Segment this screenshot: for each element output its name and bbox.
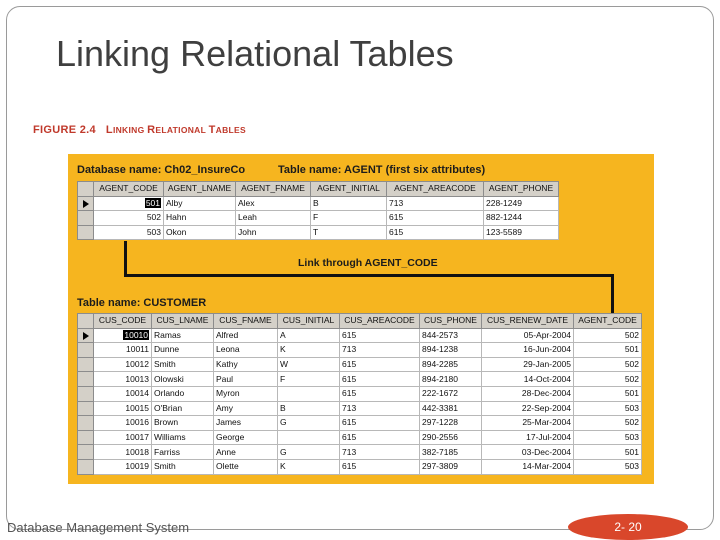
cell-value: 228-1249: [486, 197, 522, 208]
cell-value: 882-1244: [486, 212, 522, 223]
table-cell[interactable]: [94, 343, 152, 358]
row-selector[interactable]: [78, 211, 94, 226]
customer-table-name-label: Table name: CUSTOMER: [77, 297, 207, 309]
caption-part: T: [208, 124, 216, 136]
table-cell[interactable]: [214, 386, 278, 401]
link-line-left: [124, 241, 127, 277]
table-cell[interactable]: [482, 386, 574, 401]
table-cell[interactable]: [340, 372, 420, 387]
table-cell[interactable]: [94, 328, 152, 343]
table-cell[interactable]: [94, 211, 164, 226]
cell-value: 713: [389, 197, 404, 208]
cell-value: 501: [624, 446, 639, 457]
table-cell[interactable]: [420, 459, 482, 474]
cell-value: 844-2573: [422, 329, 458, 340]
customer-table: [77, 313, 642, 475]
table-row[interactable]: [78, 372, 642, 387]
table-cell[interactable]: [482, 430, 574, 445]
table-cell[interactable]: [152, 386, 214, 401]
cell-value: John: [238, 227, 257, 238]
table-cell[interactable]: [420, 445, 482, 460]
table-cell[interactable]: [340, 343, 420, 358]
caption-part: INKING: [112, 125, 148, 135]
cell-value: 123-5589: [486, 227, 522, 238]
table-cell[interactable]: [278, 386, 340, 401]
table-cell[interactable]: [278, 445, 340, 460]
column-header[interactable]: CUS_CODE: [94, 314, 152, 329]
table-row[interactable]: [78, 401, 642, 416]
table-cell[interactable]: [420, 430, 482, 445]
table-cell[interactable]: [94, 372, 152, 387]
cell-value: F: [313, 212, 319, 223]
link-line-bottom: [124, 274, 613, 277]
column-header[interactable]: AGENT_FNAME: [236, 182, 311, 197]
table-cell[interactable]: [278, 401, 340, 416]
table-cell[interactable]: [340, 416, 420, 431]
table-row[interactable]: [78, 459, 642, 474]
cell-value: Leah: [238, 212, 257, 223]
figure-title: [106, 124, 246, 136]
cell-value: 05-Apr-2004: [523, 329, 571, 340]
current-record-arrow-icon: [83, 332, 89, 340]
table-cell[interactable]: [420, 372, 482, 387]
table-cell[interactable]: [152, 401, 214, 416]
cell-value: Alby: [166, 197, 183, 208]
table-cell[interactable]: [484, 196, 559, 211]
table-cell[interactable]: [152, 343, 214, 358]
page-number-badge: 2- 20: [568, 514, 688, 540]
cell-value: 502: [624, 373, 639, 384]
table-cell[interactable]: [340, 459, 420, 474]
cell-value: O'Brian: [154, 402, 183, 413]
table-row[interactable]: [78, 343, 642, 358]
table-cell[interactable]: [340, 328, 420, 343]
table-cell[interactable]: [278, 430, 340, 445]
cell-value: 297-3809: [422, 461, 458, 472]
table-cell[interactable]: [152, 416, 214, 431]
table-cell[interactable]: [152, 328, 214, 343]
table-cell[interactable]: [340, 401, 420, 416]
row-selector[interactable]: [78, 445, 94, 460]
cell-value: B: [280, 402, 286, 413]
cell-value: 713: [342, 344, 357, 355]
row-selector[interactable]: [78, 430, 94, 445]
table-cell[interactable]: [574, 328, 642, 343]
table-cell[interactable]: [574, 386, 642, 401]
table-cell[interactable]: [278, 459, 340, 474]
table-cell[interactable]: [236, 211, 311, 226]
table-cell[interactable]: [482, 328, 574, 343]
cell-value: 894-2180: [422, 373, 458, 384]
caption-part: R: [147, 124, 156, 136]
table-row[interactable]: [78, 416, 642, 431]
cell-value: Okon: [166, 227, 187, 238]
cell-value: 615: [342, 329, 357, 340]
table-cell[interactable]: [574, 459, 642, 474]
column-header[interactable]: CUS_FNAME: [214, 314, 278, 329]
current-record-arrow-icon: [83, 200, 89, 208]
table-cell[interactable]: [574, 445, 642, 460]
table-row[interactable]: [78, 225, 559, 240]
table-cell[interactable]: [94, 430, 152, 445]
cell-value: 29-Jan-2005: [523, 359, 571, 370]
figure-panel: [68, 154, 654, 484]
cell-value: Smith: [154, 359, 176, 370]
cell-value: 615: [342, 461, 357, 472]
table-row[interactable]: [78, 328, 642, 343]
cell-value: 503: [624, 432, 639, 443]
column-header[interactable]: AGENT_PHONE: [484, 182, 559, 197]
table-row[interactable]: [78, 430, 642, 445]
cell-value: 25-Mar-2004: [522, 417, 571, 428]
table-cell[interactable]: [482, 401, 574, 416]
cell-value: Leona: [216, 344, 240, 355]
table-cell[interactable]: [214, 445, 278, 460]
cell-value: 10017: [125, 432, 149, 443]
table-cell[interactable]: [236, 196, 311, 211]
database-name-label: Database name: Ch02_InsureCo: [77, 164, 246, 176]
figure-caption: [33, 124, 246, 136]
table-cell[interactable]: [574, 401, 642, 416]
table-cell[interactable]: [420, 343, 482, 358]
table-cell[interactable]: [311, 196, 387, 211]
cell-value: George: [216, 432, 245, 443]
cell-value: Olette: [216, 461, 239, 472]
cell-value: 502: [624, 417, 639, 428]
row-selector[interactable]: [78, 328, 94, 343]
table-cell[interactable]: [484, 211, 559, 226]
cell-value: 713: [342, 402, 357, 413]
table-cell[interactable]: [574, 430, 642, 445]
table-cell[interactable]: [340, 430, 420, 445]
cell-value: 502: [624, 359, 639, 370]
cell-value: 503: [146, 227, 161, 238]
table-cell[interactable]: [574, 416, 642, 431]
cell-value: K: [280, 461, 286, 472]
table-cell[interactable]: [214, 343, 278, 358]
table-cell[interactable]: [152, 459, 214, 474]
table-cell[interactable]: [214, 401, 278, 416]
table-cell[interactable]: [484, 225, 559, 240]
row-selector[interactable]: [78, 401, 94, 416]
row-selector[interactable]: [78, 386, 94, 401]
cell-value: 615: [342, 388, 357, 399]
cell-value: Olowski: [154, 373, 184, 384]
column-header[interactable]: AGENT_AREACODE: [387, 182, 484, 197]
cell-value: A: [280, 329, 286, 340]
cell-value: James: [216, 417, 242, 428]
cell-value: 28-Dec-2004: [521, 388, 571, 399]
cell-value: 10010: [124, 329, 148, 340]
cell-value: Williams: [154, 432, 186, 443]
cell-value: 442-3381: [422, 402, 458, 413]
cell-value: 615: [389, 227, 404, 238]
cell-value: Brown: [154, 417, 179, 428]
table-cell[interactable]: [420, 357, 482, 372]
table-cell[interactable]: [152, 445, 214, 460]
table-cell[interactable]: [214, 357, 278, 372]
cell-value: Alex: [238, 197, 255, 208]
table-cell[interactable]: [311, 211, 387, 226]
cell-value: 501: [624, 344, 639, 355]
footer-text: Database Management System: [7, 520, 190, 535]
column-header[interactable]: CUS_INITIAL: [278, 314, 340, 329]
column-header[interactable]: AGENT_INITIAL: [311, 182, 387, 197]
cell-value: Amy: [216, 402, 233, 413]
table-cell[interactable]: [387, 196, 484, 211]
cell-value: 10011: [125, 344, 149, 355]
cell-value: 615: [342, 373, 357, 384]
cell-value: 10012: [125, 359, 149, 370]
cell-value: 222-1672: [422, 388, 458, 399]
table-cell[interactable]: [278, 357, 340, 372]
cell-value: 382-7185: [422, 446, 458, 457]
cell-value: G: [280, 446, 287, 457]
agent-table: [77, 181, 559, 240]
column-header[interactable]: CUS_RENEW_DATE: [482, 314, 574, 329]
cell-value: Farriss: [154, 446, 180, 457]
table-row[interactable]: [78, 357, 642, 372]
cell-value: K: [280, 344, 286, 355]
cell-value: 10016: [125, 417, 149, 428]
table-cell[interactable]: [278, 343, 340, 358]
row-selector[interactable]: [78, 196, 94, 211]
table-cell[interactable]: [214, 459, 278, 474]
cell-value: 16-Jun-2004: [523, 344, 571, 355]
table-cell[interactable]: [94, 386, 152, 401]
cell-value: 894-1238: [422, 344, 458, 355]
link-label: Link through AGENT_CODE: [298, 257, 438, 269]
row-selector-header: [78, 182, 94, 197]
cell-value: 10015: [125, 402, 149, 413]
column-header[interactable]: AGENT_CODE: [94, 182, 164, 197]
table-cell[interactable]: [278, 328, 340, 343]
caption-part: ABLES: [215, 125, 246, 135]
column-header[interactable]: CUS_LNAME: [152, 314, 214, 329]
cell-value: 14-Mar-2004: [522, 461, 571, 472]
cell-value: Anne: [216, 446, 236, 457]
table-cell[interactable]: [214, 416, 278, 431]
column-header[interactable]: CUS_PHONE: [420, 314, 482, 329]
cell-value: 615: [389, 212, 404, 223]
row-selector[interactable]: [78, 459, 94, 474]
table-cell[interactable]: [94, 357, 152, 372]
cell-value: 501: [145, 197, 160, 208]
cell-value: Alfred: [216, 329, 239, 340]
table-cell[interactable]: [214, 430, 278, 445]
cell-value: 17-Jul-2004: [526, 432, 571, 443]
cell-value: 297-1228: [422, 417, 458, 428]
cell-value: Dunne: [154, 344, 180, 355]
table-cell[interactable]: [340, 357, 420, 372]
table-cell[interactable]: [164, 211, 236, 226]
table-cell[interactable]: [574, 372, 642, 387]
cell-value: 10013: [125, 373, 149, 384]
cell-value: 501: [624, 388, 639, 399]
table-cell[interactable]: [387, 211, 484, 226]
cell-value: Kathy: [216, 359, 238, 370]
table-cell[interactable]: [236, 225, 311, 240]
cell-value: 503: [624, 461, 639, 472]
cell-value: W: [280, 359, 289, 370]
table-cell[interactable]: [340, 386, 420, 401]
table-cell[interactable]: [94, 401, 152, 416]
table-cell[interactable]: [94, 196, 164, 211]
table-row[interactable]: [78, 386, 642, 401]
cell-value: Hahn: [166, 212, 187, 223]
figure-label: FIGURE 2.4: [33, 124, 96, 136]
table-cell[interactable]: [94, 445, 152, 460]
table-cell[interactable]: [482, 343, 574, 358]
table-cell[interactable]: [420, 328, 482, 343]
cell-value: 290-2556: [422, 432, 458, 443]
row-selector[interactable]: [78, 357, 94, 372]
table-cell[interactable]: [278, 416, 340, 431]
table-cell[interactable]: [574, 343, 642, 358]
table-cell[interactable]: [214, 372, 278, 387]
table-cell[interactable]: [420, 416, 482, 431]
row-selector[interactable]: [78, 416, 94, 431]
cell-value: F: [280, 373, 286, 384]
cell-value: B: [313, 197, 319, 208]
cell-value: 10019: [125, 461, 149, 472]
cell-value: 615: [342, 417, 357, 428]
table-cell[interactable]: [152, 430, 214, 445]
column-header[interactable]: AGENT_LNAME: [164, 182, 236, 197]
table-cell[interactable]: [482, 357, 574, 372]
table-cell[interactable]: [420, 386, 482, 401]
cell-value: Paul: [216, 373, 234, 384]
table-cell[interactable]: [482, 445, 574, 460]
table-cell[interactable]: [482, 372, 574, 387]
cell-value: 713: [342, 446, 357, 457]
cell-value: 14-Oct-2004: [523, 373, 571, 384]
table-row[interactable]: [78, 196, 559, 211]
table-cell[interactable]: [214, 328, 278, 343]
cell-value: Ramas: [154, 329, 181, 340]
caption-part: L: [105, 124, 113, 136]
caption-part: ELATIONAL: [155, 125, 209, 135]
table-cell[interactable]: [164, 196, 236, 211]
table-cell[interactable]: [94, 416, 152, 431]
cell-value: G: [280, 417, 287, 428]
cell-value: Orlando: [154, 388, 185, 399]
cell-value: Smith: [154, 461, 176, 472]
table-cell[interactable]: [387, 225, 484, 240]
cell-value: 894-2285: [422, 359, 458, 370]
table-cell[interactable]: [311, 225, 387, 240]
table-cell[interactable]: [482, 459, 574, 474]
link-line-right: [611, 274, 614, 314]
table-cell[interactable]: [574, 357, 642, 372]
row-selector[interactable]: [78, 225, 94, 240]
cell-value: 22-Sep-2004: [521, 402, 571, 413]
row-selector[interactable]: [78, 343, 94, 358]
column-header[interactable]: CUS_AREACODE: [340, 314, 420, 329]
cell-value: 503: [624, 402, 639, 413]
cell-value: 502: [624, 329, 639, 340]
table-cell[interactable]: [152, 357, 214, 372]
table-cell[interactable]: [420, 401, 482, 416]
cell-value: 10018: [125, 446, 149, 457]
cell-value: 615: [342, 359, 357, 370]
cell-value: Myron: [216, 388, 240, 399]
row-selector[interactable]: [78, 372, 94, 387]
table-cell[interactable]: [94, 225, 164, 240]
cell-value: 10014: [125, 388, 149, 399]
table-cell[interactable]: [152, 372, 214, 387]
column-header[interactable]: AGENT_CODE: [574, 314, 642, 329]
cell-value: 502: [146, 212, 161, 223]
slide-title: Linking Relational Tables: [56, 33, 454, 74]
cell-value: T: [313, 227, 319, 238]
agent-table-name-label: Table name: AGENT (first six attributes): [278, 164, 486, 176]
row-selector-header: [78, 314, 94, 329]
table-row[interactable]: [78, 445, 642, 460]
table-cell[interactable]: [340, 445, 420, 460]
table-cell[interactable]: [278, 372, 340, 387]
cell-value: 615: [342, 432, 357, 443]
cell-value: 03-Dec-2004: [521, 446, 571, 457]
table-cell[interactable]: [482, 416, 574, 431]
table-row[interactable]: [78, 211, 559, 226]
table-cell[interactable]: [94, 459, 152, 474]
table-cell[interactable]: [164, 225, 236, 240]
